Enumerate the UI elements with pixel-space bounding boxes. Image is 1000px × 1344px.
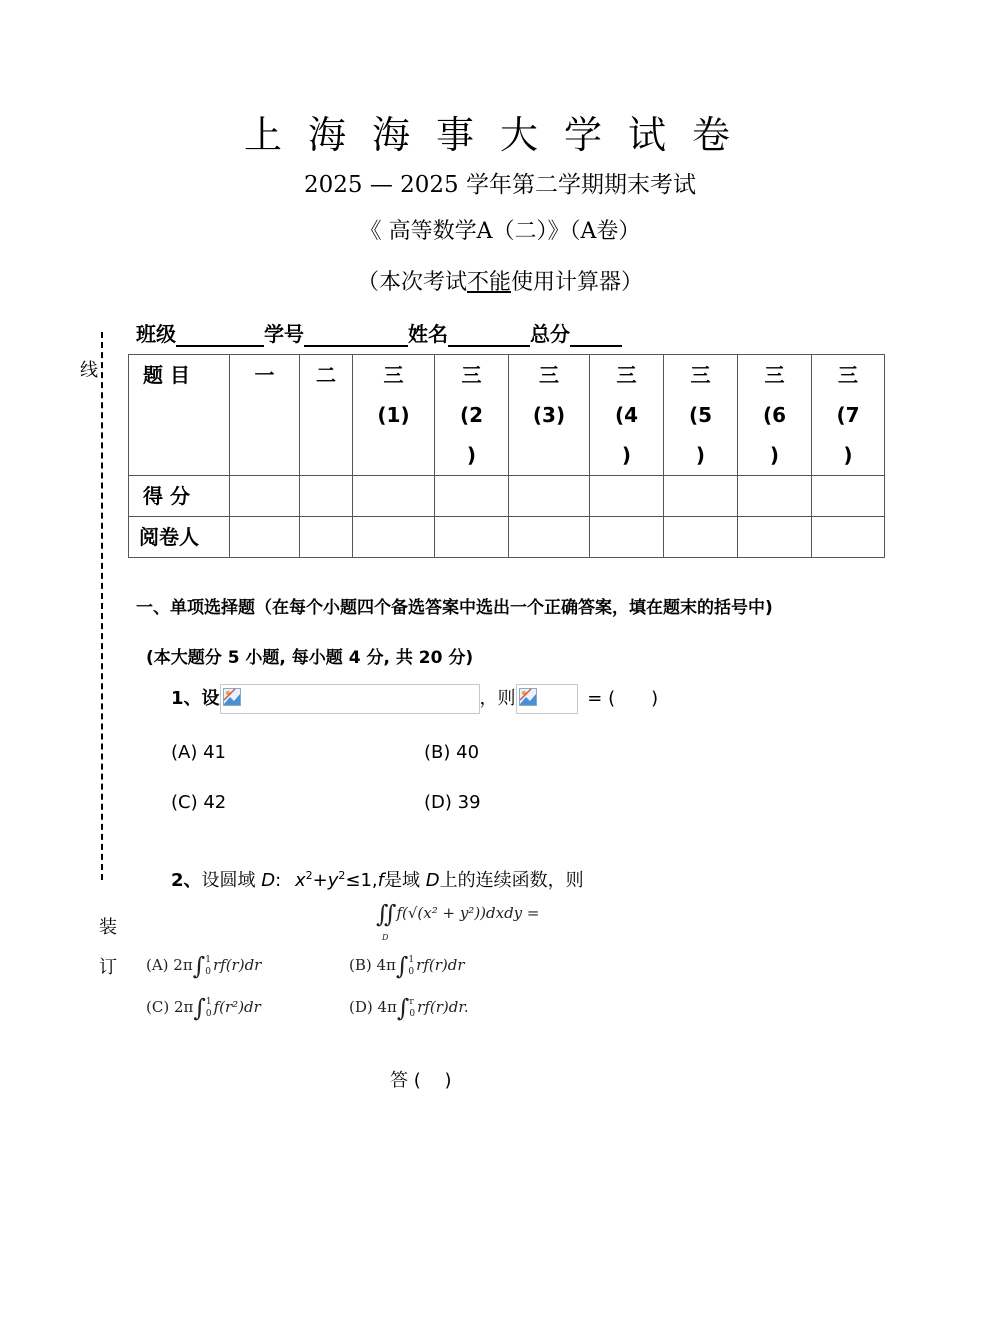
question-2 [171, 866, 584, 892]
score-row [129, 476, 885, 517]
q2-colon: : [275, 870, 282, 891]
section1-title: 一、单项选择题（在每个小题四个备选答案中选出一个正确答案，填在题末的括号中) [136, 598, 773, 618]
q2-option-c-body: f(r²)dr [213, 998, 261, 1016]
q2-answer: 答 ( ) [390, 1070, 452, 1091]
q2-option-d-limits: r 0 [409, 997, 416, 1019]
q2-number: 2、 [171, 870, 202, 891]
q2-option-c [146, 994, 261, 1022]
grader-cell[interactable] [230, 517, 300, 558]
exam-course: 《 高等数学A（二）》（A卷） [359, 219, 641, 244]
grader-cell[interactable] [664, 517, 738, 558]
score-col-header: 二 [300, 355, 353, 476]
q2-option-b-limits: 1 0 [408, 955, 415, 977]
score-col-header: 一 [230, 355, 300, 476]
q2-var-d-2: D [425, 870, 440, 891]
total-score-field[interactable] [570, 323, 622, 347]
q2-f: f [377, 870, 384, 891]
section1-subtitle: (本大题分 5 小题, 每小题 4 分, 共 20 分) [146, 648, 474, 668]
grader-cell[interactable] [509, 517, 590, 558]
q2-integral-body: f(√(x² + y²))dxdy = [396, 904, 540, 922]
integral-symbol: ∫ [192, 952, 206, 980]
score-col-header: 三 (1) [353, 355, 435, 476]
q2-text3: 上的连续函数，则 [439, 870, 584, 891]
q1-option-b: (B) 40 [424, 742, 480, 763]
student-id-field[interactable] [304, 323, 408, 347]
q1-middle: ，则 [479, 688, 516, 709]
note-underlined: 不能 [466, 270, 511, 295]
score-cell[interactable] [435, 476, 509, 517]
question-1 [171, 684, 658, 714]
score-row-label: 得 分 [129, 476, 230, 517]
q1-option-d: (D) 39 [424, 792, 481, 813]
grader-cell[interactable] [435, 517, 509, 558]
student-info-line [136, 318, 622, 347]
q2-option-c-label: (C) 2π [146, 998, 194, 1016]
broken-image-icon [519, 688, 537, 706]
q1-suffix: = ( ) [587, 688, 659, 709]
q2-option-d-label: (D) 4π [349, 998, 397, 1016]
score-col-header: 三 (3) [509, 355, 590, 476]
q2-option-b-body: rf(r)dr [416, 956, 465, 974]
double-integral-symbol: ∬ [376, 900, 397, 928]
note-suffix: 使用计算器） [511, 270, 644, 295]
grader-cell[interactable] [300, 517, 353, 558]
grader-cell[interactable] [353, 517, 435, 558]
binding-line-char: 线 [80, 360, 98, 381]
score-cell[interactable] [353, 476, 435, 517]
exam-university-title: 上海海事大学试卷 [243, 113, 756, 157]
score-cell[interactable] [812, 476, 885, 517]
binding-zhuang-char: 装 [99, 917, 117, 938]
q2-integral-region: D [382, 933, 389, 942]
grader-row-label: 阅卷人 [129, 517, 230, 558]
score-table-header-row [129, 355, 885, 476]
q2-var-d: D [261, 870, 276, 891]
q2-integral [376, 900, 540, 928]
score-col-header: 三 (4 ) [590, 355, 664, 476]
q1-option-c: (C) 42 [171, 792, 227, 813]
grader-cell[interactable] [738, 517, 812, 558]
q2-option-c-limits: 1 0 [205, 997, 212, 1019]
exam-note [0, 265, 1000, 296]
class-label: 班级 [136, 322, 176, 346]
q2-y: y [327, 870, 339, 891]
q1-prefix: 1、设 [171, 688, 220, 709]
q2-y-exp: 2 [338, 869, 346, 882]
integral-symbol: ∫ [395, 952, 409, 980]
q2-x-exp: 2 [305, 869, 313, 882]
total-label: 总分 [530, 322, 570, 346]
score-cell[interactable] [509, 476, 590, 517]
exam-term: 2025 — 2025 学年第二学期期末考试 [304, 172, 696, 198]
q1-option-a: (A) 41 [171, 742, 226, 763]
q1-target-image [516, 684, 578, 714]
q2-text2: 是域 [383, 870, 420, 891]
score-table [128, 354, 885, 558]
q2-option-b-label: (B) 4π [349, 956, 396, 974]
q2-option-a-body: rf(r)dr [212, 956, 262, 974]
class-field[interactable] [176, 323, 264, 347]
score-cell[interactable] [738, 476, 812, 517]
q2-option-a-limits: 1 0 [205, 955, 211, 977]
score-col-header: 三 (7 ) [812, 355, 885, 476]
score-cell[interactable] [230, 476, 300, 517]
q2-option-d [349, 994, 469, 1022]
header-label-cell: 题 目 [129, 355, 230, 476]
score-cell[interactable] [300, 476, 353, 517]
broken-image-icon [223, 688, 241, 706]
q2-ineq-tail: ≤1, [345, 870, 378, 891]
score-cell[interactable] [664, 476, 738, 517]
q2-option-a [146, 952, 261, 980]
id-label: 学号 [264, 322, 304, 346]
score-cell[interactable] [590, 476, 664, 517]
q2-option-a-label: (A) 2π [146, 956, 193, 974]
score-col-header: 三 (2 ) [435, 355, 509, 476]
q2-text1: 设圆域 [201, 870, 256, 891]
q2-option-d-body: rf(r)dr. [417, 998, 469, 1016]
q2-option-b [349, 952, 465, 980]
integral-symbol: ∫ [396, 994, 410, 1022]
q1-formula-image [220, 684, 480, 714]
score-col-header: 三 (5 ) [664, 355, 738, 476]
q2-plus: + [312, 870, 328, 891]
grader-cell[interactable] [812, 517, 885, 558]
grader-cell[interactable] [590, 517, 664, 558]
note-prefix: （本次考试 [356, 270, 467, 295]
binding-dashed-line [101, 332, 103, 880]
name-label: 姓名 [408, 322, 448, 346]
binding-ding-char: 订 [99, 957, 117, 978]
q2-x: x [294, 870, 306, 891]
integral-symbol: ∫ [193, 994, 206, 1022]
name-field[interactable] [448, 323, 530, 347]
grader-row [129, 517, 885, 558]
score-col-header: 三 (6 ) [738, 355, 812, 476]
